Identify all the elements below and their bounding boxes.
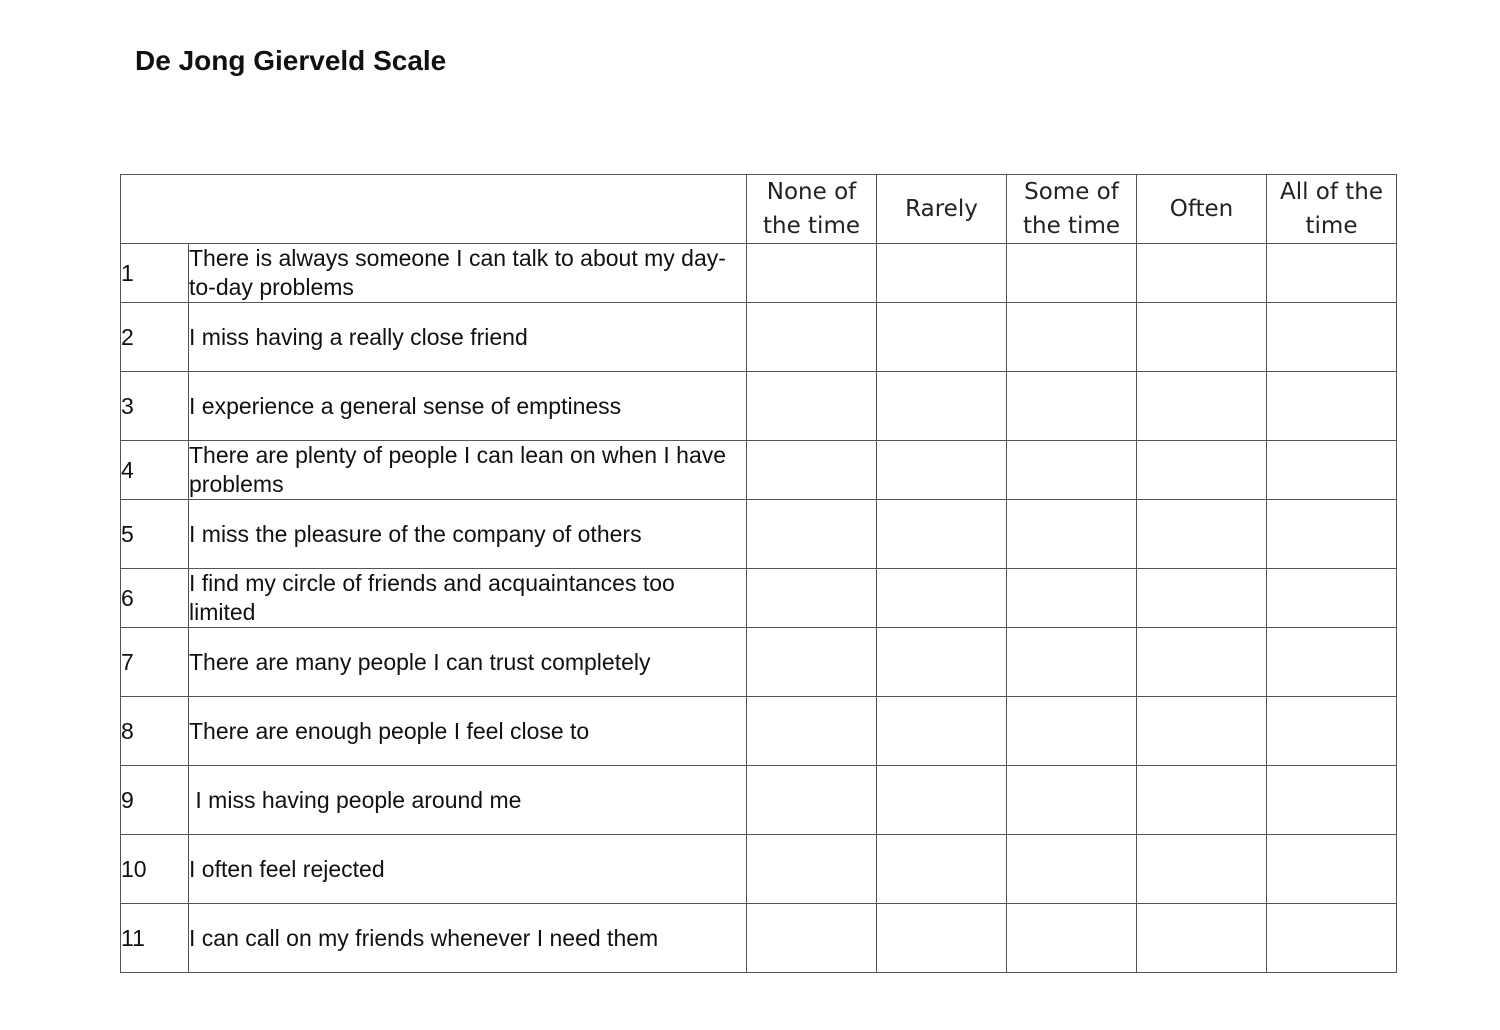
response-cell-none[interactable] bbox=[747, 500, 877, 569]
header-blank-cell bbox=[121, 175, 747, 244]
response-cell-often[interactable] bbox=[1137, 697, 1267, 766]
table-row bbox=[121, 766, 1397, 835]
response-cell-some[interactable] bbox=[1007, 500, 1137, 569]
response-cell-some[interactable] bbox=[1007, 697, 1137, 766]
response-cell-some[interactable] bbox=[1007, 628, 1137, 697]
response-cell-none[interactable] bbox=[747, 441, 877, 500]
response-cell-rarely[interactable] bbox=[877, 500, 1007, 569]
item-statement: I miss having people around me bbox=[189, 766, 747, 835]
response-cell-none[interactable] bbox=[747, 697, 877, 766]
item-statement: I miss having a really close friend bbox=[189, 303, 747, 372]
response-cell-rarely[interactable] bbox=[877, 303, 1007, 372]
scale-table bbox=[120, 174, 1397, 973]
response-cell-none[interactable] bbox=[747, 244, 877, 303]
item-number: 2 bbox=[121, 303, 189, 372]
page-title: De Jong Gierveld Scale bbox=[135, 45, 447, 76]
item-statement: There are many people I can trust completely bbox=[189, 628, 747, 697]
response-cell-all[interactable] bbox=[1267, 904, 1397, 973]
table-row bbox=[121, 372, 1397, 441]
column-header-none bbox=[747, 175, 877, 244]
response-cell-rarely[interactable] bbox=[877, 904, 1007, 973]
response-cell-rarely[interactable] bbox=[877, 244, 1007, 303]
response-cell-some[interactable] bbox=[1007, 244, 1137, 303]
response-cell-all[interactable] bbox=[1267, 372, 1397, 441]
column-header-label: Some of the time bbox=[1022, 179, 1121, 239]
response-cell-all[interactable] bbox=[1267, 441, 1397, 500]
response-cell-all[interactable] bbox=[1267, 766, 1397, 835]
item-statement: I find my circle of friends and acquaintances too limited bbox=[189, 569, 747, 628]
response-cell-often[interactable] bbox=[1137, 500, 1267, 569]
response-cell-some[interactable] bbox=[1007, 904, 1137, 973]
response-cell-none[interactable] bbox=[747, 628, 877, 697]
response-cell-some[interactable] bbox=[1007, 441, 1137, 500]
response-cell-none[interactable] bbox=[747, 835, 877, 904]
response-cell-some[interactable] bbox=[1007, 766, 1137, 835]
column-header-some bbox=[1007, 175, 1137, 244]
response-cell-often[interactable] bbox=[1137, 835, 1267, 904]
table-row bbox=[121, 244, 1397, 303]
item-statement: I miss the pleasure of the company of others bbox=[189, 500, 747, 569]
response-cell-rarely[interactable] bbox=[877, 372, 1007, 441]
response-cell-rarely[interactable] bbox=[877, 628, 1007, 697]
response-cell-none[interactable] bbox=[747, 904, 877, 973]
item-statement: There are plenty of people I can lean on when I have problems bbox=[189, 441, 747, 500]
item-number: 9 bbox=[121, 766, 189, 835]
item-statement: I can call on my friends whenever I need them bbox=[189, 904, 747, 973]
table-row bbox=[121, 835, 1397, 904]
response-cell-all[interactable] bbox=[1267, 697, 1397, 766]
response-cell-none[interactable] bbox=[747, 303, 877, 372]
response-cell-rarely[interactable] bbox=[877, 766, 1007, 835]
column-header-label: Often bbox=[1169, 196, 1234, 222]
item-number: 3 bbox=[121, 372, 189, 441]
response-cell-some[interactable] bbox=[1007, 303, 1137, 372]
table-row bbox=[121, 500, 1397, 569]
response-cell-often[interactable] bbox=[1137, 904, 1267, 973]
column-header-often bbox=[1137, 175, 1267, 244]
response-cell-often[interactable] bbox=[1137, 569, 1267, 628]
response-cell-often[interactable] bbox=[1137, 441, 1267, 500]
column-header-rarely bbox=[877, 175, 1007, 244]
column-header-label: None of the time bbox=[762, 179, 861, 239]
table-row bbox=[121, 441, 1397, 500]
item-number: 4 bbox=[121, 441, 189, 500]
response-cell-some[interactable] bbox=[1007, 569, 1137, 628]
item-number: 5 bbox=[121, 500, 189, 569]
response-cell-often[interactable] bbox=[1137, 628, 1267, 697]
item-statement: There are enough people I feel close to bbox=[189, 697, 747, 766]
column-header-label: Rarely bbox=[905, 196, 978, 222]
response-cell-rarely[interactable] bbox=[877, 569, 1007, 628]
response-cell-rarely[interactable] bbox=[877, 697, 1007, 766]
header-row bbox=[121, 175, 1397, 244]
response-cell-rarely[interactable] bbox=[877, 835, 1007, 904]
response-cell-often[interactable] bbox=[1137, 244, 1267, 303]
item-number: 6 bbox=[121, 569, 189, 628]
table-row bbox=[121, 628, 1397, 697]
item-number: 7 bbox=[121, 628, 189, 697]
table-row bbox=[121, 904, 1397, 973]
response-cell-none[interactable] bbox=[747, 766, 877, 835]
response-cell-all[interactable] bbox=[1267, 303, 1397, 372]
item-statement: I often feel rejected bbox=[189, 835, 747, 904]
item-number: 10 bbox=[121, 835, 189, 904]
response-cell-all[interactable] bbox=[1267, 835, 1397, 904]
response-cell-rarely[interactable] bbox=[877, 441, 1007, 500]
column-header-all bbox=[1267, 175, 1397, 244]
item-statement: There is always someone I can talk to about my day-to-day problems bbox=[189, 244, 747, 303]
response-cell-none[interactable] bbox=[747, 569, 877, 628]
response-cell-all[interactable] bbox=[1267, 244, 1397, 303]
response-cell-all[interactable] bbox=[1267, 500, 1397, 569]
response-cell-all[interactable] bbox=[1267, 569, 1397, 628]
table-row bbox=[121, 569, 1397, 628]
response-cell-often[interactable] bbox=[1137, 372, 1267, 441]
table-row bbox=[121, 303, 1397, 372]
response-cell-some[interactable] bbox=[1007, 835, 1137, 904]
item-statement: I experience a general sense of emptiness bbox=[189, 372, 747, 441]
column-header-label: All of the time bbox=[1279, 179, 1384, 239]
response-cell-often[interactable] bbox=[1137, 766, 1267, 835]
response-cell-often[interactable] bbox=[1137, 303, 1267, 372]
table-row bbox=[121, 697, 1397, 766]
item-number: 11 bbox=[121, 904, 189, 973]
response-cell-all[interactable] bbox=[1267, 628, 1397, 697]
item-number: 8 bbox=[121, 697, 189, 766]
response-cell-none[interactable] bbox=[747, 372, 877, 441]
response-cell-some[interactable] bbox=[1007, 372, 1137, 441]
item-number: 1 bbox=[121, 244, 189, 303]
